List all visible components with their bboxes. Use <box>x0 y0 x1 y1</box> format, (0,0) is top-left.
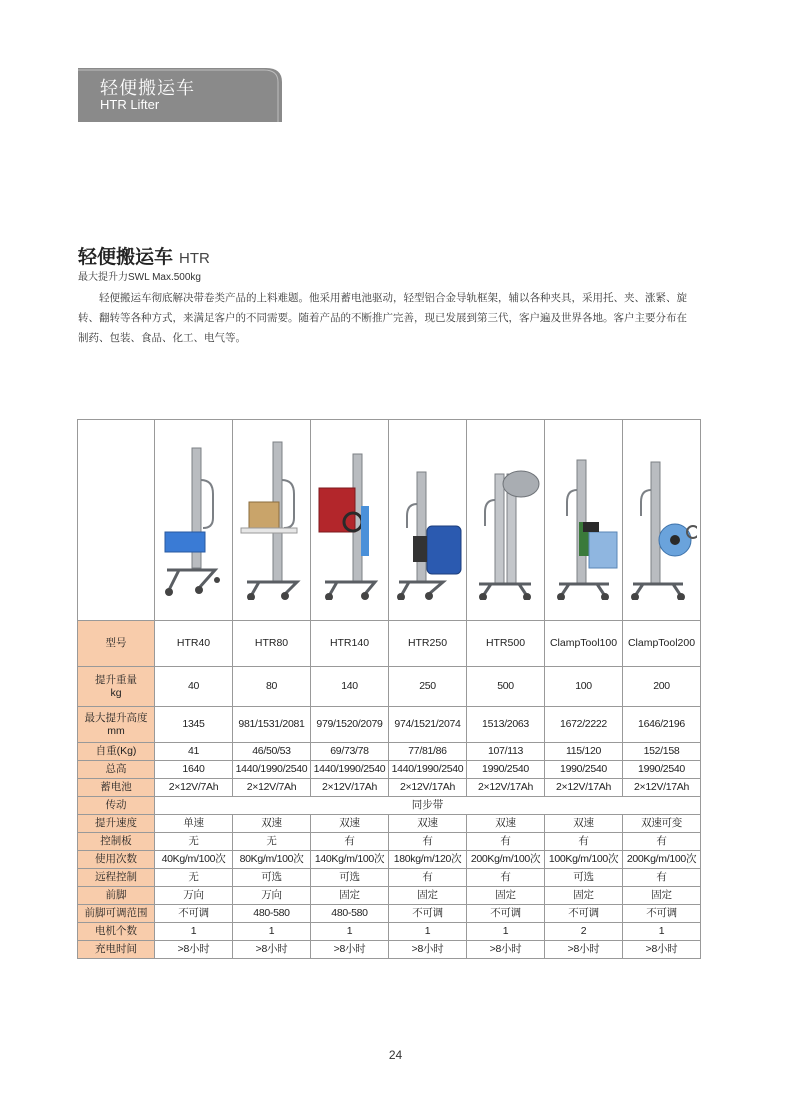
spec-cell: 万向 <box>155 887 233 905</box>
photo-htr140 <box>311 420 389 621</box>
spec-cell: >8小时 <box>155 941 233 959</box>
spec-cell: 100 <box>545 667 623 707</box>
spec-cell: 双速 <box>311 815 389 833</box>
spec-cell: 1990/2540 <box>545 761 623 779</box>
photo-row-blank <box>78 420 155 621</box>
spec-cell: 2×12V/7Ah <box>233 779 311 797</box>
spec-cell: 有 <box>623 833 701 851</box>
spec-cell: 1990/2540 <box>467 761 545 779</box>
spec-cell: 1672/2222 <box>545 707 623 743</box>
spec-row-label: 控制板 <box>78 833 155 851</box>
spec-cell: 可选 <box>233 869 311 887</box>
spec-cell: >8小时 <box>311 941 389 959</box>
spec-cell: 200 <box>623 667 701 707</box>
spec-cell: 无 <box>155 833 233 851</box>
spec-cell: 有 <box>389 833 467 851</box>
spec-cell: 140 <box>311 667 389 707</box>
page-number: 24 <box>388 1048 403 1062</box>
spec-row <box>78 707 701 743</box>
spec-cell: 1 <box>389 923 467 941</box>
spec-row <box>78 743 701 761</box>
spec-row-label: 最大提升高度 mm <box>78 707 155 743</box>
spec-cell: 1990/2540 <box>623 761 701 779</box>
spec-row <box>78 667 701 707</box>
spec-cell: 140Kg/m/100次 <box>311 851 389 869</box>
spec-cell: 1640 <box>155 761 233 779</box>
spec-cell: 可选 <box>545 869 623 887</box>
spec-cell: 固定 <box>623 887 701 905</box>
spec-cell: 固定 <box>545 887 623 905</box>
spec-cell: 480-580 <box>233 905 311 923</box>
spec-cell: 152/158 <box>623 743 701 761</box>
section-tab <box>78 68 282 122</box>
spec-cell: 有 <box>389 869 467 887</box>
spec-cell: 固定 <box>389 887 467 905</box>
spec-cell: >8小时 <box>545 941 623 959</box>
product-title: 轻便搬运车 <box>78 247 174 268</box>
product-subtitle: 最大提升力SWL Max.500kg <box>78 272 201 283</box>
spec-row <box>78 851 701 869</box>
spec-row-label: 总高 <box>78 761 155 779</box>
spec-cell: 不可调 <box>155 905 233 923</box>
spec-cell: 单速 <box>155 815 233 833</box>
spec-row <box>78 797 701 815</box>
model-cell: HTR140 <box>311 621 389 667</box>
spec-cell: 200Kg/m/100次 <box>467 851 545 869</box>
photo-row <box>78 420 701 621</box>
product-model: HTR <box>179 250 210 267</box>
spec-cell: 974/1521/2074 <box>389 707 467 743</box>
spec-cell: 双速 <box>545 815 623 833</box>
spec-cell: 有 <box>623 869 701 887</box>
model-cell: HTR500 <box>467 621 545 667</box>
spec-cell: 双速 <box>389 815 467 833</box>
spec-cell: 1 <box>311 923 389 941</box>
spec-row-label: 电机个数 <box>78 923 155 941</box>
spec-cell: 200Kg/m/100次 <box>623 851 701 869</box>
section-tab-title-cn: 轻便搬运车 <box>100 78 195 98</box>
model-cell: HTR40 <box>155 621 233 667</box>
spec-row-label: 使用次数 <box>78 851 155 869</box>
spec-cell: 500 <box>467 667 545 707</box>
spec-row-label: 远程控制 <box>78 869 155 887</box>
spec-cell: 1513/2063 <box>467 707 545 743</box>
spec-cell: 981/1531/2081 <box>233 707 311 743</box>
spec-row-label: 前脚可调范围 <box>78 905 155 923</box>
spec-row <box>78 887 701 905</box>
spec-cell: 1 <box>467 923 545 941</box>
model-label: 型号 <box>78 621 155 667</box>
spec-cell: 2×12V/17Ah <box>389 779 467 797</box>
model-cell: HTR250 <box>389 621 467 667</box>
spec-cell: 有 <box>545 833 623 851</box>
spec-row-label: 充电时间 <box>78 941 155 959</box>
spec-cell: 40Kg/m/100次 <box>155 851 233 869</box>
spec-cell: 2×12V/17Ah <box>545 779 623 797</box>
model-cell: ClampTool100 <box>545 621 623 667</box>
spec-cell: 250 <box>389 667 467 707</box>
spec-cell-span: 同步带 <box>155 797 701 815</box>
spec-cell: 有 <box>311 833 389 851</box>
model-cell: ClampTool200 <box>623 621 701 667</box>
spec-cell: 1 <box>233 923 311 941</box>
spec-table <box>77 419 701 959</box>
spec-cell: 180kg/m/120次 <box>389 851 467 869</box>
spec-cell: 固定 <box>311 887 389 905</box>
photo-htr40 <box>155 420 233 621</box>
spec-cell: 46/50/53 <box>233 743 311 761</box>
spec-cell: 40 <box>155 667 233 707</box>
spec-cell: 1440/1990/2540 <box>389 761 467 779</box>
spec-row <box>78 869 701 887</box>
spec-cell: 有 <box>467 869 545 887</box>
spec-cell: 1345 <box>155 707 233 743</box>
spec-cell: 万向 <box>233 887 311 905</box>
spec-cell: 69/73/78 <box>311 743 389 761</box>
spec-cell: 41 <box>155 743 233 761</box>
spec-cell: 1440/1990/2540 <box>233 761 311 779</box>
spec-cell: 1 <box>623 923 701 941</box>
spec-cell: 80 <box>233 667 311 707</box>
spec-cell: 77/81/86 <box>389 743 467 761</box>
spec-row <box>78 815 701 833</box>
spec-cell: 2×12V/17Ah <box>467 779 545 797</box>
spec-cell: 1646/2196 <box>623 707 701 743</box>
spec-cell: 115/120 <box>545 743 623 761</box>
spec-cell: 双速 <box>233 815 311 833</box>
spec-cell: 979/1520/2079 <box>311 707 389 743</box>
spec-cell: 无 <box>233 833 311 851</box>
spec-cell: 不可调 <box>545 905 623 923</box>
spec-row-label: 自重(Kg) <box>78 743 155 761</box>
spec-row <box>78 833 701 851</box>
spec-cell: 1440/1990/2540 <box>311 761 389 779</box>
section-tab-title-en: HTR Lifter <box>100 97 160 112</box>
spec-cell: 固定 <box>467 887 545 905</box>
spec-cell: >8小时 <box>623 941 701 959</box>
model-cell: HTR80 <box>233 621 311 667</box>
spec-row <box>78 923 701 941</box>
spec-cell: 100Kg/m/100次 <box>545 851 623 869</box>
product-heading <box>78 242 210 269</box>
model-row <box>78 621 701 667</box>
spec-cell: >8小时 <box>389 941 467 959</box>
spec-cell: 可选 <box>311 869 389 887</box>
photo-htr80 <box>233 420 311 621</box>
spec-cell: 2×12V/7Ah <box>155 779 233 797</box>
spec-cell: 80Kg/m/100次 <box>233 851 311 869</box>
photo-htr500 <box>467 420 545 621</box>
photo-htr250 <box>389 420 467 621</box>
spec-row-label: 前脚 <box>78 887 155 905</box>
spec-cell: >8小时 <box>467 941 545 959</box>
spec-cell: 107/113 <box>467 743 545 761</box>
spec-cell: 480-580 <box>311 905 389 923</box>
spec-cell: 1 <box>155 923 233 941</box>
spec-row <box>78 761 701 779</box>
spec-cell: 不可调 <box>389 905 467 923</box>
spec-cell: >8小时 <box>233 941 311 959</box>
photo-clamptool100 <box>545 420 623 621</box>
spec-cell: 不可调 <box>467 905 545 923</box>
spec-cell: 无 <box>155 869 233 887</box>
photo-clamptool200 <box>623 420 701 621</box>
spec-cell: 双速 <box>467 815 545 833</box>
spec-row <box>78 905 701 923</box>
spec-cell: 不可调 <box>623 905 701 923</box>
spec-row-label: 提升重量 kg <box>78 667 155 707</box>
spec-cell: 2×12V/17Ah <box>623 779 701 797</box>
spec-cell: 有 <box>467 833 545 851</box>
spec-row-label: 传动 <box>78 797 155 815</box>
product-description: 轻便搬运车彻底解决带卷类产品的上料难题。他采用蓄电池驱动，轻型铝合金导轨框架，辅以各种夹具，采用托、夹、涨紧、旋转、翻转等各种方式，来满足客户的不同需要。随着产品的不断推广完善，现已发展到第三代，客户遍及世界各地。客户主要分布在制药、包装、食品、化工、电气等。 <box>78 292 687 344</box>
spec-row-label: 蓄电池 <box>78 779 155 797</box>
spec-row-label: 提升速度 <box>78 815 155 833</box>
spec-cell: 2 <box>545 923 623 941</box>
spec-row <box>78 941 701 959</box>
spec-row <box>78 779 701 797</box>
spec-cell: 2×12V/17Ah <box>311 779 389 797</box>
spec-cell: 双速可变 <box>623 815 701 833</box>
